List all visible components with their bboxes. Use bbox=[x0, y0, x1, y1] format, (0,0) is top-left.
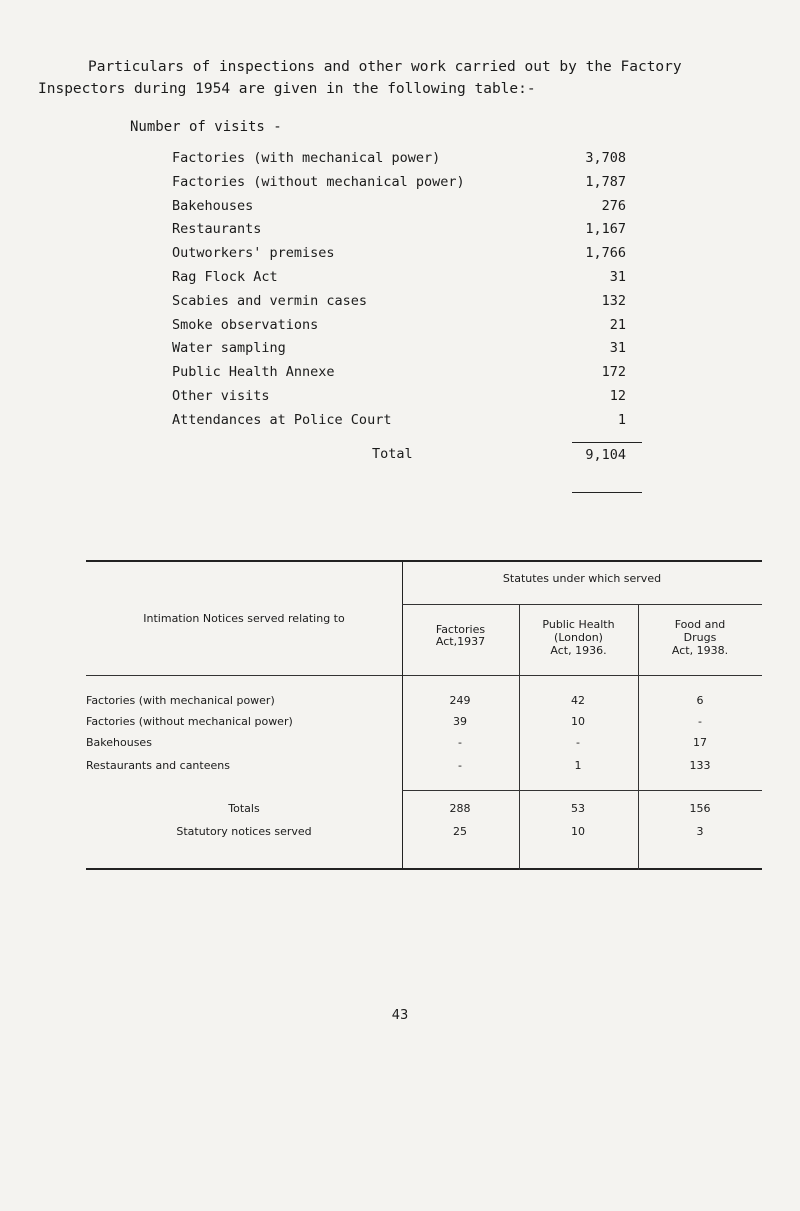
intro-line-1: Particulars of inspections and other work carried out by the Factory bbox=[88, 59, 682, 75]
table-cell: 3 bbox=[696, 825, 704, 838]
visits-row-label: Factories (with mechanical power) bbox=[172, 150, 441, 166]
visits-row-label: Rag Flock Act bbox=[172, 268, 278, 285]
intro-paragraph bbox=[38, 56, 748, 100]
table-header-rule bbox=[86, 675, 762, 676]
table-cell: 53 bbox=[571, 802, 585, 815]
visits-row bbox=[172, 388, 642, 412]
table-bottom-rule bbox=[86, 868, 762, 870]
visits-row-value: 3,708 bbox=[585, 150, 626, 166]
visits-row-label: Other visits bbox=[172, 387, 270, 404]
visits-total-value: 9,104 bbox=[585, 446, 626, 463]
table-cell: - bbox=[576, 736, 580, 749]
visits-row bbox=[172, 174, 642, 198]
totals-rule bbox=[402, 790, 762, 791]
visits-row-value: 31 bbox=[609, 268, 626, 285]
visits-row-label: Restaurants bbox=[172, 221, 262, 238]
visits-row bbox=[172, 198, 642, 222]
visits-row bbox=[172, 317, 642, 341]
visits-row-label: Water sampling bbox=[172, 340, 286, 357]
visits-row bbox=[172, 340, 642, 364]
intro-line-2: Inspectors during 1954 are given in the following table:- bbox=[38, 81, 536, 97]
table-cell: - bbox=[698, 715, 702, 728]
visits-row-value: 132 bbox=[601, 292, 626, 309]
visits-row-label: Factories (without mechanical power) bbox=[172, 173, 465, 190]
table-row-label: Factories (with mechanical power) bbox=[86, 694, 275, 707]
visits-row-value: 31 bbox=[609, 340, 626, 357]
table-cell: 17 bbox=[693, 736, 707, 749]
row-header: Intimation Notices served relating to bbox=[143, 612, 345, 625]
column-header-public-health: Public Health (London) Act, 1936. bbox=[542, 618, 615, 657]
table-cell: 10 bbox=[571, 825, 585, 838]
visits-row-value: 172 bbox=[601, 364, 626, 381]
visits-row-label: Bakehouses bbox=[172, 197, 254, 214]
table-cell: 25 bbox=[453, 825, 467, 838]
page-number: 43 bbox=[391, 1008, 409, 1023]
table-cell: 42 bbox=[571, 694, 585, 707]
visits-row-value: 21 bbox=[609, 316, 626, 333]
intimation-notices-table bbox=[86, 560, 762, 870]
table-cell: 249 bbox=[449, 694, 471, 707]
table-cell: 1 bbox=[574, 759, 582, 772]
visits-row bbox=[172, 150, 642, 174]
table-cell: 156 bbox=[689, 802, 711, 815]
table-cell: 39 bbox=[453, 715, 467, 728]
visits-total-box bbox=[572, 442, 642, 493]
visits-row-label: Smoke observations bbox=[172, 316, 319, 333]
visits-row-value: 276 bbox=[601, 197, 626, 214]
visits-row bbox=[172, 245, 642, 269]
visits-row-label: Outworkers' premises bbox=[172, 245, 335, 262]
visits-row bbox=[172, 221, 642, 245]
visits-total-label: Total bbox=[372, 445, 413, 462]
table-row-label: Restaurants and canteens bbox=[86, 759, 230, 772]
visits-total-row bbox=[172, 446, 642, 476]
table-cell: 133 bbox=[689, 759, 711, 772]
visits-row-value: 1,787 bbox=[585, 173, 626, 190]
column-header-food-drugs: Food and Drugs Act, 1938. bbox=[671, 618, 729, 657]
group-header: Statutes under which served bbox=[502, 572, 662, 585]
visits-heading: Number of visits - bbox=[130, 119, 282, 135]
column-header-factories: Factories Act,1937 bbox=[435, 623, 486, 648]
visits-row-label: Scabies and vermin cases bbox=[172, 292, 368, 309]
totals-label: Totals bbox=[228, 802, 260, 815]
table-top-rule bbox=[86, 560, 762, 562]
visits-table bbox=[172, 150, 642, 476]
table-cell: 6 bbox=[696, 694, 704, 707]
visits-row-value: 12 bbox=[609, 387, 626, 404]
table-row-label: Factories (without mechanical power) bbox=[86, 715, 293, 728]
table-row-label: Bakehouses bbox=[86, 736, 152, 749]
statutes-header-rule bbox=[402, 604, 762, 605]
table-cell: 10 bbox=[571, 715, 585, 728]
visits-row-value: 1,167 bbox=[585, 221, 626, 238]
visits-row-value: 1,766 bbox=[585, 245, 626, 262]
visits-row-label: Public Health Annexe bbox=[172, 364, 335, 381]
table-cell: - bbox=[458, 759, 462, 772]
visits-row-value: 1 bbox=[617, 411, 626, 428]
visits-row bbox=[172, 269, 642, 293]
visits-row bbox=[172, 412, 642, 436]
column-divider bbox=[402, 560, 403, 870]
visits-row bbox=[172, 293, 642, 317]
statutory-label: Statutory notices served bbox=[176, 825, 312, 838]
visits-row-label: Attendances at Police Court bbox=[172, 411, 392, 428]
table-cell: - bbox=[458, 736, 462, 749]
visits-row bbox=[172, 364, 642, 388]
table-cell: 288 bbox=[449, 802, 471, 815]
